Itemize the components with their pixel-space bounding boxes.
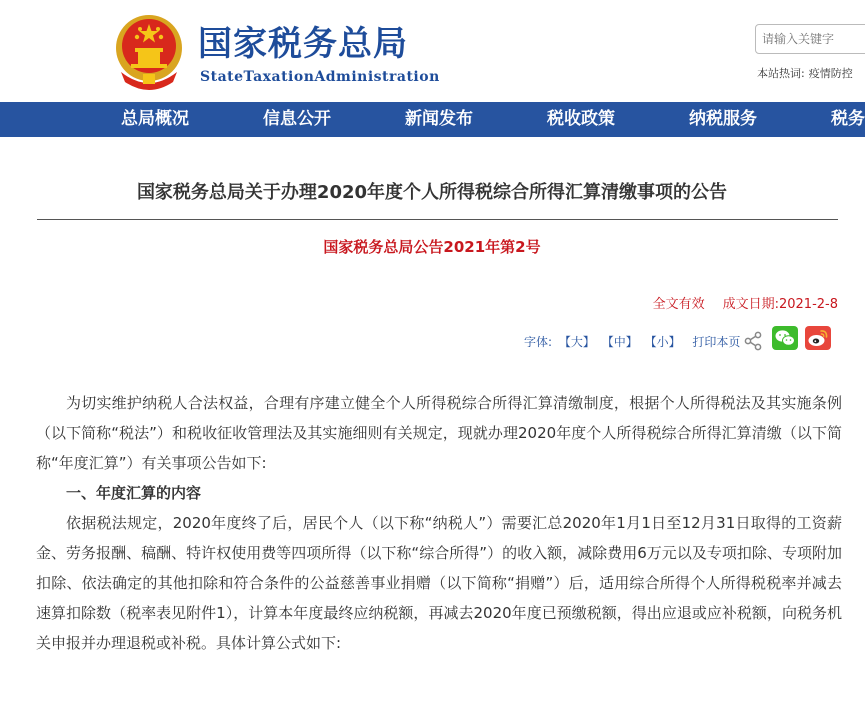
nav-item-tax-policy[interactable]: 税收政策 bbox=[547, 109, 615, 129]
document-number: 国家税务总局公告2021年第2号 bbox=[323, 238, 541, 256]
nav-item-overview[interactable]: 总局概况 bbox=[121, 109, 189, 129]
site-title[interactable]: 国家税务总局 bbox=[198, 24, 408, 64]
wechat-share-icon[interactable] bbox=[772, 326, 798, 350]
print-button[interactable]: 打印本页 bbox=[692, 335, 741, 349]
article-tools bbox=[524, 333, 740, 353]
site-title-english: StateTaxationAdministration bbox=[200, 69, 440, 85]
issue-date: 成文日期:2021-2-8 bbox=[722, 297, 838, 312]
nav-item-taxpayer-service[interactable]: 纳税服务 bbox=[689, 109, 757, 129]
nav-item-news[interactable]: 新闻发布 bbox=[405, 109, 473, 129]
font-large-button[interactable]: 【大】 bbox=[558, 335, 595, 349]
share-icon[interactable] bbox=[744, 331, 762, 351]
article-body bbox=[36, 388, 842, 658]
title-divider bbox=[37, 219, 838, 220]
nav-item-tax-more[interactable]: 税务 bbox=[831, 109, 865, 129]
main-nav bbox=[0, 102, 865, 137]
hot-word-link[interactable]: 疫情防控 bbox=[808, 67, 853, 80]
hot-words bbox=[757, 65, 853, 81]
paragraph-intro: 为切实维护纳税人合法权益，合理有序建立健全个人所得税综合所得汇算清缴制度，根据个人所得税法及其实施条例（以下简称“税法”）和税收征收管理法及其实施细则有关规定，现就办理2020年度个人所得税综合所得汇算清缴（以下简称“年度汇算”）有关事项公告如下: bbox=[36, 394, 842, 472]
article-meta bbox=[653, 293, 838, 312]
paragraph-content: 依据税法规定，2020年度终了后，居民个人（以下称“纳税人”）需要汇总2020年1月1日至12月31日取得的工资薪金、劳务报酬、稿酬、特许权使用费等四项所得（以下称“综合所得”）的收入额，减除费用6万元以及专项扣除、专项附加扣除、依法确定的其他扣除和符合条件的公益慈善事业捐赠（以下简称“捐赠”）后，适用综合所得个人所得税税率并减去速算扣除数（税率表见附件1），计算本年度最终应纳税额，再减去2020年度已预缴税额，得出应退或应补税额，向税务机关申报并办理退税或补税。具体计算公式如下: bbox=[36, 514, 842, 652]
article-title: 国家税务总局关于办理2020年度个人所得税综合所得汇算清缴事项的公告 bbox=[136, 182, 728, 203]
font-medium-button[interactable]: 【中】 bbox=[601, 335, 638, 349]
national-emblem-icon bbox=[113, 12, 185, 90]
weibo-share-icon[interactable] bbox=[805, 326, 831, 350]
site-header bbox=[0, 0, 865, 102]
nav-item-info-disclosure[interactable]: 信息公开 bbox=[263, 109, 331, 129]
section-heading: 一、年度汇算的内容 bbox=[66, 484, 202, 502]
search-input[interactable] bbox=[755, 24, 865, 54]
font-size-label: 字体: bbox=[524, 335, 553, 349]
font-small-button[interactable]: 【小】 bbox=[644, 335, 681, 349]
validity-status: 全文有效 bbox=[652, 297, 705, 312]
hot-words-label: 本站热词: bbox=[757, 67, 805, 80]
